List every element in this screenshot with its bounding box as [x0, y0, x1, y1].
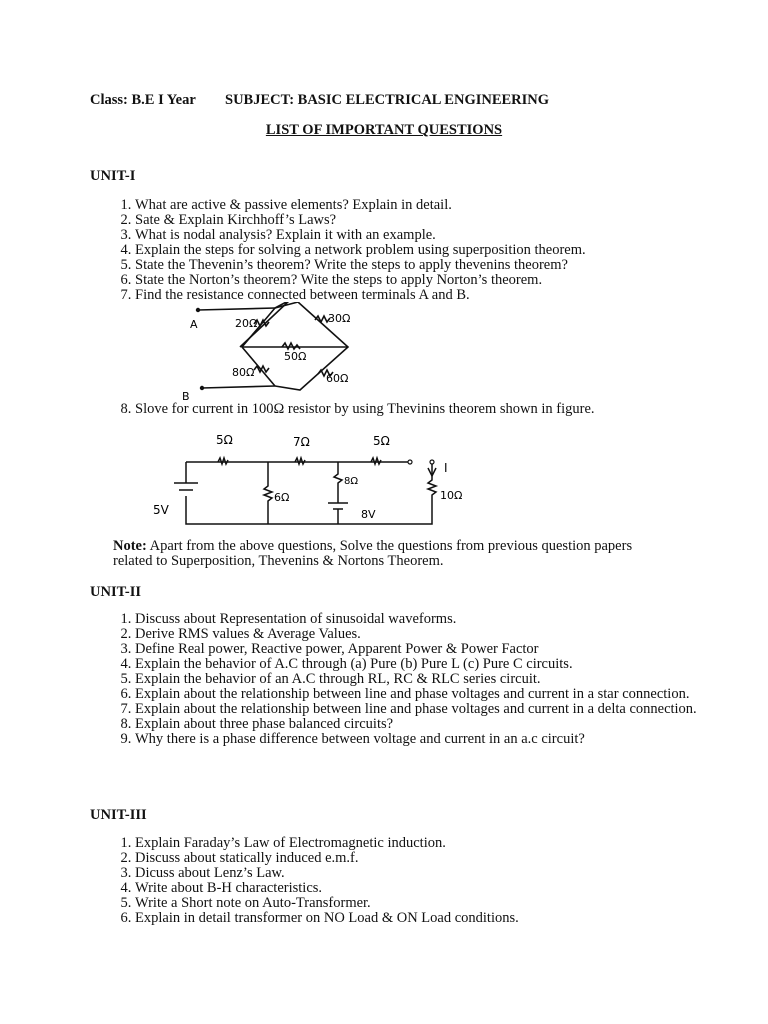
list-item: 7. Find the resistance connected between terminals A and B.: [135, 288, 705, 303]
r7-label: 7Ω: [293, 435, 310, 449]
terminal-a-label: A: [190, 318, 198, 331]
source-5v-label: 5V: [153, 503, 169, 517]
zigzag-50: [282, 343, 300, 349]
thevenin-circuit-figure: [148, 428, 478, 530]
r20-label: 20Ω: [235, 317, 258, 330]
zig-r2: [295, 458, 305, 464]
list-item: 5. State the Thevenin’s theorem? Write the steps to apply thevenins theorem?: [135, 258, 705, 273]
list-item: 1. What are active & passive elements? Explain in detail.: [135, 198, 705, 213]
r80-label: 80Ω: [232, 366, 255, 379]
load-10: [428, 462, 436, 506]
current-label: I: [444, 461, 448, 475]
r5-label: 5Ω: [216, 433, 233, 447]
unit3-title: UNIT-III: [90, 807, 147, 823]
r30-label: 30Ω: [328, 312, 351, 325]
list-item: 8. Explain about three phase balanced circuits?: [135, 717, 705, 732]
list-item: 5. Write a Short note on Auto-Transformer.: [135, 896, 705, 911]
list-item: 2. Derive RMS values & Average Values.: [135, 627, 705, 642]
list-item: 2. Sate & Explain Kirchhoff’s Laws?: [135, 213, 705, 228]
wire-a: [198, 308, 275, 310]
shunt-8: [328, 462, 348, 524]
page-title: LIST OF IMPORTANT QUESTIONS: [265, 122, 503, 138]
list-item: 4. Write about B-H characteristics.: [135, 881, 705, 896]
note-label: Note:: [113, 538, 147, 554]
shunt-6: [264, 462, 272, 524]
list-item: 3. Define Real power, Reactive power, Apparent Power & Power Factor: [135, 642, 705, 657]
r6-label: 6Ω: [274, 491, 290, 504]
unit1-title: UNIT-I: [90, 168, 136, 184]
left-wire: [186, 462, 432, 524]
list-item: 6. Explain about the relationship between line and phase voltages and current in a star connection.: [135, 687, 705, 702]
note-paragraph: [113, 539, 673, 569]
list-item: 3. What is nodal analysis? Explain it with an example.: [135, 228, 705, 243]
r5b-label: 5Ω: [373, 434, 390, 448]
list-item: 6. Explain in detail transformer on NO Load & ON Load conditions.: [135, 911, 705, 926]
header: [90, 92, 550, 109]
note-text: Apart from the above questions, Solve the questions from previous question papers related to Superposition, Thevenins & Nortons Theorem.: [113, 538, 633, 569]
wire-b: [202, 386, 275, 388]
list-item: 7. Explain about the relationship between line and phase voltages and current in a delta connection.: [135, 702, 705, 717]
unit2-question-list: [90, 612, 705, 747]
list-item: 1. Discuss about Representation of sinusoidal waveforms.: [135, 612, 705, 627]
unit3-question-list: [90, 836, 705, 926]
source-5v: [174, 483, 198, 490]
list-item: 2. Discuss about statically induced e.m.f.: [135, 851, 705, 866]
list-item: 8. Slove for current in 100Ω resistor by using Thevinins theorem shown in figure.: [135, 402, 705, 417]
subject-label: SUBJECT: BASIC ELECTRICAL ENGINEERING: [225, 92, 550, 108]
bridge-circuit-figure: [180, 302, 380, 402]
r10-label: 10Ω: [440, 489, 463, 502]
class-label: Class: B.E I Year: [90, 92, 196, 108]
list-item: 4. Explain the behavior of A.C through (a) Pure (b) Pure L (c) Pure C circuits.: [135, 657, 705, 672]
list-item: 1. Explain Faraday’s Law of Electromagnetic induction.: [135, 836, 705, 851]
list-item: 6. State the Norton’s theorem? Wite the steps to apply Norton’s theorem.: [135, 273, 705, 288]
r60-label: 60Ω: [326, 372, 349, 385]
zig-r3: [371, 458, 381, 464]
r8-label: 8Ω: [344, 476, 359, 487]
unit1-question-list: [90, 198, 705, 303]
zig-r1: [218, 458, 228, 464]
unit2-title: UNIT-II: [90, 584, 142, 600]
unit1-question-8-list: [90, 402, 705, 417]
r50-label: 50Ω: [284, 350, 307, 363]
list-item: 3. Dicuss about Lenz’s Law.: [135, 866, 705, 881]
list-item: 9. Why there is a phase difference between voltage and current in an a.c circuit?: [135, 732, 705, 747]
terminal-b-label: B: [182, 390, 190, 402]
list-item: 5. Explain the behavior of an A.C through RL, RC & RLC series circuit.: [135, 672, 705, 687]
list-item: 4. Explain the steps for solving a network problem using superposition theorem.: [135, 243, 705, 258]
source-8v-label: 8V: [361, 508, 376, 521]
